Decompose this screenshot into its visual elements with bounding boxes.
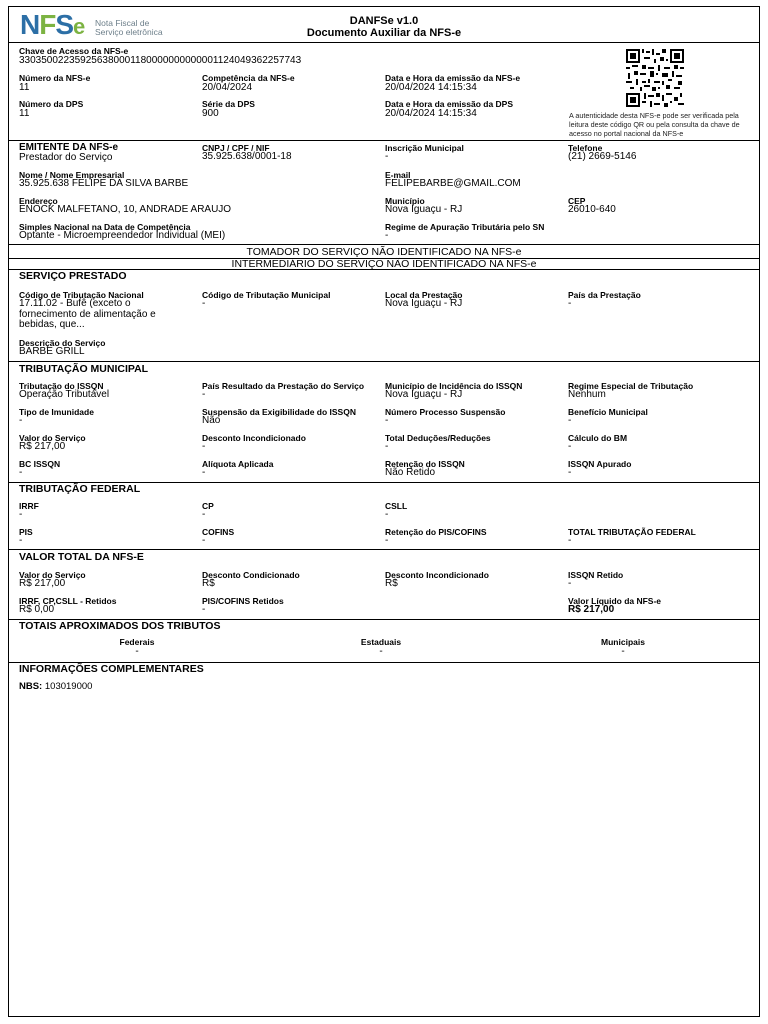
email-label: E-mail [385, 170, 411, 180]
vt-pis-ret-label: PIS/COFINS Retidos [202, 596, 284, 606]
local-value: Nova Iguaçu - RJ [385, 298, 463, 309]
retencao-label: Retenção do ISSQN [385, 459, 465, 469]
nome-label: Nome / Nome Empresarial [19, 170, 125, 180]
estaduais-value: - [379, 646, 383, 657]
desc-value: BARBE GRILL [19, 346, 85, 357]
retencao-value: Não Retido [385, 467, 436, 478]
valor-total-section: VALOR TOTAL DA NFS-E [19, 551, 144, 563]
beneficio-value: - [568, 415, 572, 426]
trib-issqn-value: Operação Tributável [19, 389, 110, 400]
bc-label: BC ISSQN [19, 459, 61, 469]
total-fed-label: TOTAL TRIBUTAÇÃO FEDERAL [568, 527, 696, 537]
desc-label: Descrição do Serviço [19, 338, 106, 348]
municipais-value: - [621, 646, 625, 657]
imunidade-label: Tipo de Imunidade [19, 407, 94, 417]
vt-desc-incond-label: Desconto Incondicionado [385, 570, 489, 580]
cnpj-value: 35.925.638/0001-18 [202, 151, 292, 162]
pais-label: País da Prestação [568, 290, 641, 300]
valor-servico-label: Valor do Serviço [19, 433, 86, 443]
regime-esp-value: Nenhum [568, 389, 606, 400]
vt-desc-incond-value: R$ [385, 578, 398, 589]
intermediario-notice: INTERMEDIÁRIO DO SERVIÇO NÃO IDENTIFICADO NA NFS-e [231, 258, 537, 270]
vt-desc-cond-value: R$ [202, 578, 215, 589]
trib-issqn-label: Tributação do ISSQN [19, 381, 104, 391]
tomador-notice: TOMADOR DO SERVIÇO NÃO IDENTIFICADO NA NFS-e [246, 246, 522, 258]
vt-liquido-value: R$ 217,00 [568, 604, 615, 615]
regime-sn-value: - [385, 230, 389, 241]
simples-value: Optante - Microempreendedor Individual (MEI) [19, 230, 226, 241]
email-value: FELIPEBARBE@GMAIL.COM [385, 178, 521, 189]
emissao-label: Data e Hora da emissão da NFS-e [385, 73, 521, 83]
qr-code-icon [626, 49, 684, 107]
municipais-label: Municipais [601, 637, 645, 647]
apurado-value: - [568, 467, 572, 478]
nbs-label: NBS: [19, 681, 43, 692]
emitente-sub: Prestador do Serviço [19, 152, 113, 163]
processo-label: Número Processo Suspensão [385, 407, 506, 417]
nbs-value: 103019000 [44, 681, 93, 692]
processo-value: - [385, 415, 389, 426]
chave-value: 33035002235925638000118000000000000112404936225774​3 [19, 55, 302, 66]
cp-value: - [202, 509, 206, 520]
danfse-document [8, 6, 760, 1017]
federais-value: - [135, 646, 139, 657]
divider [9, 244, 759, 245]
cep-label: CEP [568, 196, 586, 206]
imunidade-value: - [19, 415, 23, 426]
endereco-value: ENOCK MALFETANO, 10, ANDRADE ARAUJO [19, 204, 232, 215]
ret-pis-value: - [385, 535, 389, 546]
pis-label: PIS [19, 527, 33, 537]
mun-inc-label: Município de Incidência do ISSQN [385, 381, 523, 391]
calculo-bm-value: - [568, 441, 572, 452]
desc-incond-label: Desconto Incondicionado [202, 433, 306, 443]
vt-irrf-label: IRRF, CP,CSLL - Retidos [19, 596, 117, 606]
vt-valor-label: Valor do Serviço [19, 570, 86, 580]
nbs-line [19, 681, 92, 692]
vt-issqn-ret-label: ISSQN Retido [568, 570, 624, 580]
emitente-section: EMITENTE DA NFS-e [19, 142, 119, 153]
logo-sub-line2: Serviço eletrônica [95, 27, 163, 37]
municipio-value: Nova Iguaçu - RJ [385, 204, 463, 215]
apurado-label: ISSQN Apurado [568, 459, 632, 469]
emissao-dps-label: Data e Hora da emissão da DPS [385, 99, 514, 109]
total-fed-value: - [568, 535, 572, 546]
regime-esp-label: Regime Especial de Tributação [568, 381, 694, 391]
numero-label: Número da NFS-e [19, 73, 91, 83]
divider [9, 42, 759, 43]
vt-issqn-ret-value: - [568, 578, 572, 589]
simples-label: Simples Nacional na Data de Competência [19, 222, 191, 232]
deducoes-value: - [385, 441, 389, 452]
cod-mun-label: Código de Tributação Municipal [202, 290, 331, 300]
emissao-value: 20/04/2024 14:15:34 [385, 82, 477, 93]
regime-sn-label: Regime de Apuração Tributária pelo SN [385, 222, 545, 232]
cep-value: 26010-640 [568, 204, 616, 215]
suspensao-value: Não [202, 415, 221, 426]
pais-res-value: - [202, 389, 206, 400]
divider [9, 140, 759, 141]
serie-label: Série da DPS [202, 99, 255, 109]
ret-pis-label: Retenção do PIS/COFINS [385, 527, 487, 537]
qr-note: A autenticidade desta NFS-e pode ser verificada pela leitura deste código QR ou pela consulta da chave de acesso no portal nacional da NFS-e [569, 111, 740, 138]
nfse-logo: NFSe [20, 9, 85, 40]
doc-subtitle: Documento Auxiliar da NFS-e [306, 27, 462, 39]
cofins-label: COFINS [202, 527, 235, 537]
beneficio-label: Benefício Municipal [568, 407, 648, 417]
emissao-dps-value: 20/04/2024 14:15:34 [385, 108, 477, 119]
im-value: - [385, 151, 389, 162]
logo-subtitle [95, 19, 163, 37]
divider [9, 549, 759, 550]
totais-section: TOTAIS APROXIMADOS DOS TRIBUTOS [19, 620, 221, 632]
vt-desc-cond-label: Desconto Condicionado [202, 570, 300, 580]
estaduais-label: Estaduais [360, 637, 402, 647]
pais-value: - [568, 298, 572, 309]
doc-title: DANFSe v1.0 [349, 15, 419, 27]
valor-servico-value: R$ 217,00 [19, 441, 66, 452]
servico-section: SERVIÇO PRESTADO [19, 270, 127, 282]
dps-value: 11 [19, 108, 30, 119]
cod-mun-value: - [202, 298, 206, 309]
chave-label: Chave de Acesso da NFS-e [19, 46, 129, 56]
bc-value: - [19, 467, 23, 478]
cofins-value: - [202, 535, 206, 546]
numero-value: 11 [19, 82, 30, 93]
pais-res-label: País Resultado da Prestação do Serviço [202, 381, 365, 391]
suspensao-label: Suspensão da Exigibilidade do ISSQN [202, 407, 356, 417]
serie-value: 900 [202, 108, 219, 119]
cp-label: CP [202, 501, 214, 511]
nome-value: 35.925.638 FELIPE DA SILVA BARBE [19, 178, 189, 189]
dps-label: Número da DPS [19, 99, 84, 109]
vt-valor-value: R$ 217,00 [19, 578, 66, 589]
deducoes-label: Total Deduções/Reduções [385, 433, 491, 443]
trib-fed-section: TRIBUTAÇÃO FEDERAL [19, 483, 141, 495]
aliquota-label: Alíquota Aplicada [202, 459, 274, 469]
federais-label: Federais [119, 637, 155, 647]
logo-sub-line1: Nota Fiscal de [95, 18, 150, 28]
csll-label: CSLL [385, 501, 408, 511]
vt-pis-ret-value: - [202, 604, 206, 615]
competencia-value: 20/04/2024 [202, 82, 253, 93]
calculo-bm-label: Cálculo do BM [568, 433, 628, 443]
vt-liquido-label: Valor Líquido da NFS-e [568, 596, 662, 606]
competencia-label: Competência da NFS-e [202, 73, 295, 83]
tel-label: Telefone [568, 143, 603, 153]
irrf-value: - [19, 509, 23, 520]
trib-mun-section: TRIBUTAÇÃO MUNICIPAL [19, 363, 149, 375]
im-label: Inscrição Municipal [385, 143, 464, 153]
local-label: Local da Prestação [385, 290, 463, 300]
endereco-label: Endereço [19, 196, 58, 206]
cnpj-label: CNPJ / CPF / NIF [202, 143, 270, 153]
cod-nac-value: 17.11.02 - Bufê (exceto o fornecimento de alimentação e bebidas, que... [19, 298, 156, 330]
irrf-label: IRRF [19, 501, 39, 511]
divider [9, 361, 759, 362]
municipio-label: Município [385, 196, 425, 206]
info-section: INFORMAÇÕES COMPLEMENTARES [19, 663, 204, 675]
aliquota-value: - [202, 467, 206, 478]
desc-incond-value: - [202, 441, 206, 452]
vt-irrf-value: R$ 0,00 [19, 604, 55, 615]
pis-value: - [19, 535, 23, 546]
mun-inc-value: Nova Iguaçu - RJ [385, 389, 463, 400]
cod-nac-label: Código de Tributação Nacional [19, 290, 144, 300]
csll-value: - [385, 509, 389, 520]
tel-value: (21) 2669-5146 [568, 151, 637, 162]
